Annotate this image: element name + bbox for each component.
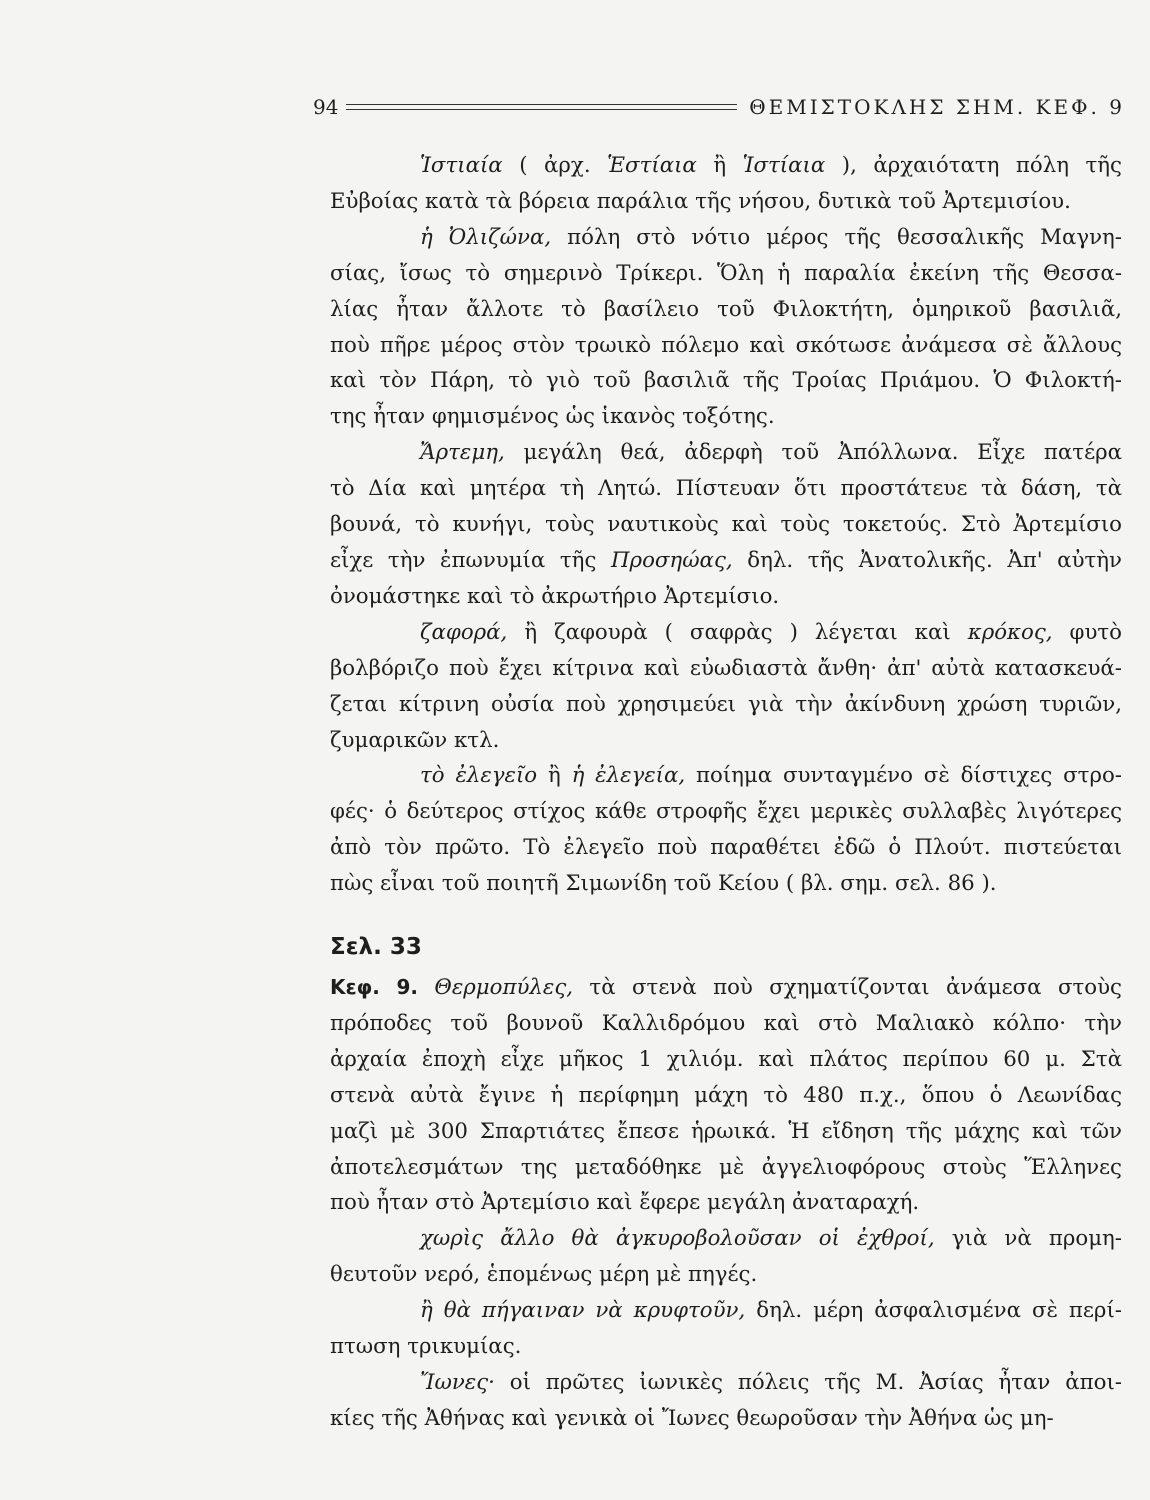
text-line: πὼς εἶναι τοῦ ποιητῆ Σιμωνίδη τοῦ Κείου ( βλ. σημ. σελ. 86 ). — [330, 871, 997, 897]
text-line: Κεφ. 9. Θερμοπύλες, τὰ στενὰ ποὺ σχηματίζονται ἀνάμεσα στοὺς — [330, 975, 1122, 1001]
text-line: ὀνομάστηκε καὶ τὸ ἀκρωτήριο Ἀρτεμίσιο. — [330, 583, 780, 609]
text-line: εἶχε τὴν ἐπωνυμία τῆς Προσηώας, δηλ. τῆς Ἀνατολικῆς. Ἀπ' αὐτὴν — [330, 547, 1122, 573]
text-line: ἢ θὰ πήγαιναν νὰ κρυφτοῦν, δηλ. μέρη ἀσφαλισμένα σὲ περί- — [420, 1298, 1122, 1324]
running-title: ΘΕΜΙΣΤΟΚΛΗΣ ΣΗΜ. ΚΕΦ. 9 — [749, 95, 1125, 119]
note-paragraph — [330, 1293, 1122, 1365]
note-paragraph — [330, 615, 1122, 759]
text-line: ἀποτελεσμάτων της μεταδόθηκε μὲ ἀγγελιοφόρους στοὺς Ἕλληνες — [330, 1154, 1122, 1180]
note-paragraph — [330, 1221, 1122, 1293]
note-paragraph — [330, 435, 1122, 615]
text-line: Ἱστιαία ( ἀρχ. Ἑστίαια ἢ Ἱστίαια ), ἀρχαιότατη πόλη τῆς — [420, 153, 1122, 178]
text-line: βουνά, τὸ κυνήγι, τοὺς ναυτικοὺς καὶ τοὺς τοκετούς. Στὸ Ἀρτεμίσιο — [330, 512, 1122, 538]
text-line: Εὐβοίας κατὰ τὰ βόρεια παράλια τῆς νήσου, δυτικὰ τοῦ Ἀρτεμισίου. — [330, 188, 1071, 214]
note-paragraph — [330, 220, 1122, 435]
text-line: καὶ τὸν Πάρη, τὸ γιὸ τοῦ βασιλιᾶ τῆς Τροίας Πριάμου. Ὁ Φιλοκτή- — [330, 368, 1122, 394]
text-line: σίας, ἴσως τὸ σημερινὸ Τρίκερι. Ὅλη ἡ παραλία ἐκείνη τῆς Θεσσα- — [330, 260, 1122, 286]
notes-part-2 — [330, 970, 1122, 1437]
header-rule — [346, 104, 737, 110]
text-line: της ἦταν φημισμένος ὡς ἱκανὸς τοξότης. — [330, 404, 775, 430]
text-line: λίας ἦταν ἄλλοτε τὸ βασίλειο τοῦ Φιλοκτήτη, ὁμηρικοῦ βασιλιᾶ, — [330, 296, 1122, 322]
running-header — [313, 92, 1125, 122]
text-line: ζεται κίτρινη οὐσία ποὺ χρησιμεύει γιὰ τὴν ἀκίνδυνη χρώση τυριῶν, — [330, 691, 1122, 717]
note-paragraph — [330, 758, 1122, 902]
note-paragraph — [330, 148, 1122, 220]
text-line: ἡ Ὀλιζώνα, πόλη στὸ νότιο μέρος τῆς θεσσαλικῆς Μαγνη- — [420, 224, 1122, 250]
text-line: τὸ Δία καὶ μητέρα τὴ Λητώ. Πίστευαν ὅτι προστάτευε τὰ δάση, τὰ — [330, 476, 1122, 502]
text-line: χωρὶς ἄλλο θὰ ἀγκυροβολοῦσαν οἱ ἐχθροί, γιὰ νὰ προμη- — [420, 1226, 1122, 1252]
text-line: μαζὶ μὲ 300 Σπαρτιάτες ἔπεσε ἡρωικά. Ἡ εἴδηση τῆς μάχης καὶ τῶν — [330, 1118, 1122, 1144]
text-line: ἀρχαία ἐποχὴ εἶχε μῆκος 1 χιλιόμ. καὶ πλάτος περίπου 60 μ. Στὰ — [330, 1046, 1122, 1072]
text-line: φές· ὁ δεύτερος στίχος κάθε στροφῆς ἔχει μερικὲς συλλαβὲς λιγότερες — [330, 799, 1122, 825]
text-line: τὸ ἐλεγεῖο ἢ ἡ ἐλεγεία, ποίημα συνταγμένο σὲ δίστιχες στρο- — [420, 763, 1122, 789]
notes-body — [330, 148, 1122, 1437]
page-number: 94 — [313, 95, 339, 119]
text-line: Ἴωνες· οἱ πρῶτες ἰωνικὲς πόλεις τῆς Μ. Ἀσίας ἦταν ἀποι- — [420, 1370, 1122, 1395]
notes-part-1 — [330, 148, 1122, 902]
text-line: ζυμαρικῶν κτλ. — [330, 727, 500, 753]
text-line: πτωση τρικυμίας. — [330, 1334, 522, 1360]
text-line: στενὰ αὐτὰ ἔγινε ἡ περίφημη μάχη τὸ 480 π.χ., ὅπου ὁ Λεωνίδας — [330, 1082, 1122, 1108]
text-line: ζαφορά, ἢ ζαφουρὰ ( σαφρὰς ) λέγεται καὶ κρόκος, φυτὸ — [420, 619, 1122, 645]
note-paragraph — [330, 970, 1122, 1221]
text-line: πρόποδες τοῦ βουνοῦ Καλλιδρόμου καὶ στὸ Μαλιακὸ κόλπο· τὴν — [330, 1010, 1122, 1036]
text-line: ἀπὸ τὸν πρῶτο. Τὸ ἐλεγεῖο ποὺ παραθέτει ἐδῶ ὁ Πλούτ. πιστεύεται — [330, 835, 1122, 861]
note-paragraph — [330, 1365, 1122, 1437]
text-line: ποὺ ἦταν στὸ Ἀρτεμίσιο καὶ ἔφερε μεγάλη ἀναταραχή. — [330, 1190, 920, 1216]
text-line: κίες τῆς Ἀθήνας καὶ γενικὰ οἱ Ἴωνες θεωροῦσαν τὴν Ἀθήνα ὡς μη- — [330, 1405, 1054, 1431]
text-line: Ἄρτεμη, μεγάλη θεά, ἀδερφὴ τοῦ Ἀπόλλωνα. Εἶχε πατέρα — [420, 440, 1122, 466]
section-title: Σελ. 33 — [330, 934, 422, 961]
text-line: βολβόριζο ποὺ ἔχει κίτρινα καὶ εὐωδιαστὰ ἄνθη· ἀπ' αὐτὰ κατασκευά- — [330, 655, 1122, 681]
text-line: θευτοῦν νερό, ἑπομένως μέρη μὲ πηγές. — [330, 1262, 758, 1288]
text-line: ποὺ πῆρε μέρος στὸν τρωικὸ πόλεμο καὶ σκότωσε ἀνάμεσα σὲ ἄλλους — [330, 332, 1122, 358]
